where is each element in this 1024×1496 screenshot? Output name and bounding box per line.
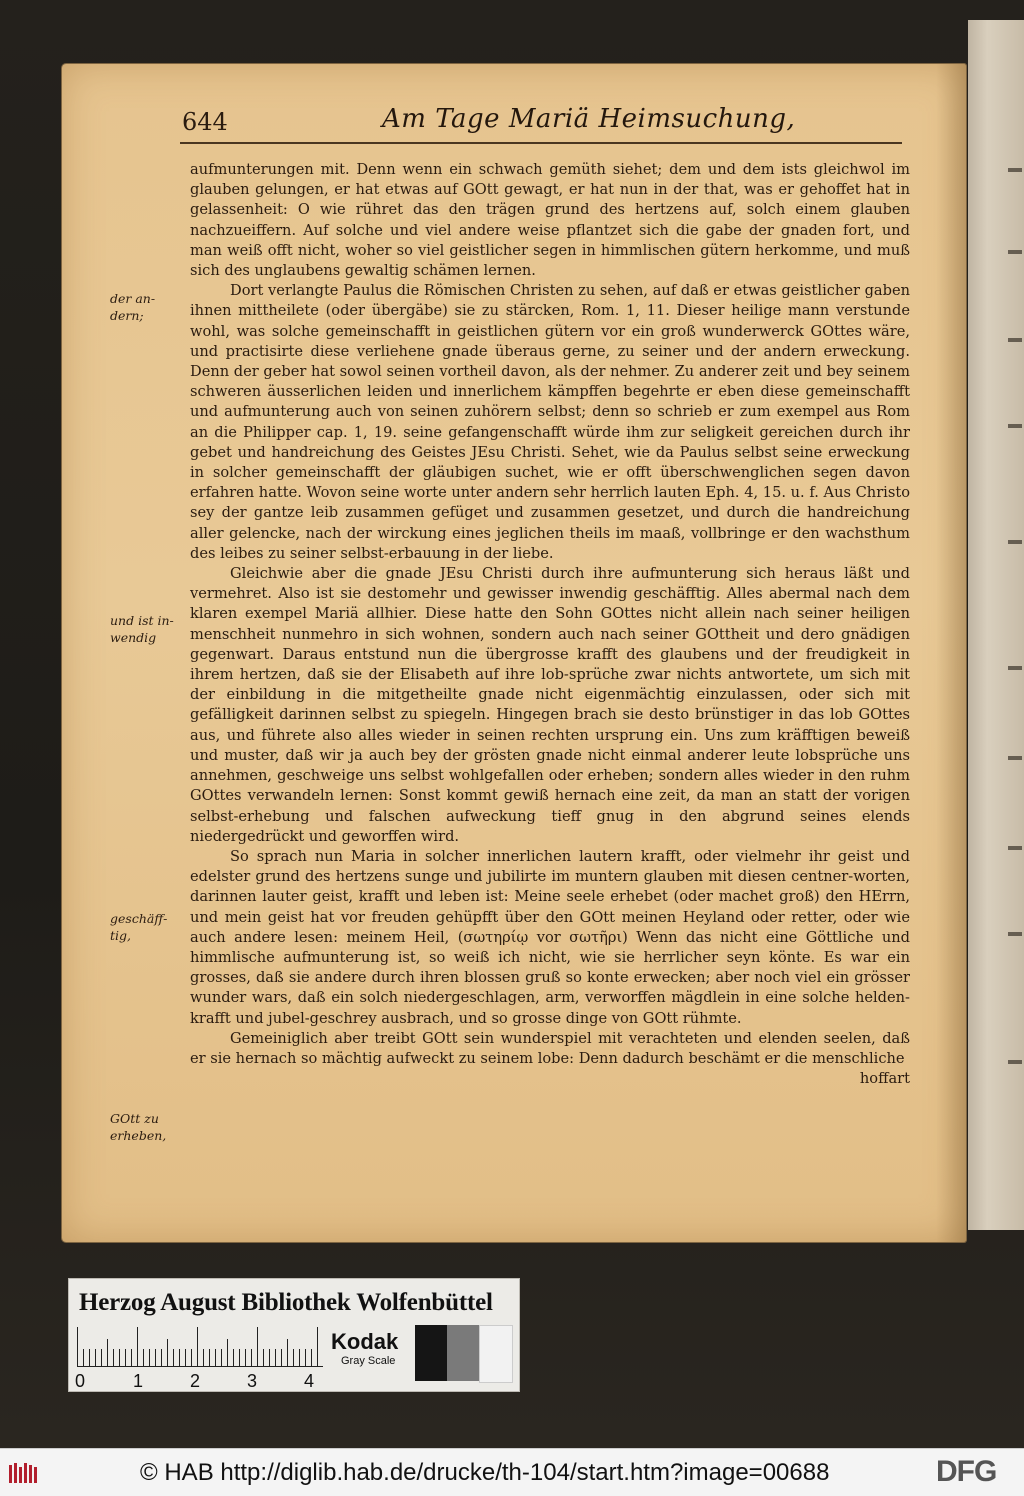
running-head <box>122 100 918 140</box>
ruler-tick <box>179 1349 180 1367</box>
running-head-title: Am Tage Mariä Heimsuchung, <box>382 104 796 134</box>
ruler-tick <box>77 1327 78 1367</box>
edge-mark <box>1008 846 1022 850</box>
gray-patch-mid <box>447 1325 479 1381</box>
marginal-note <box>110 290 182 324</box>
ruler-number: 3 <box>247 1371 258 1391</box>
ruler-tick <box>311 1349 312 1367</box>
edge-mark <box>1008 338 1022 342</box>
paragraph: Gemeiniglich aber treibt GOtt sein wunderspiel mit verachteten und elenden seelen, daß er sie hernach so mächtig aufweckt zu seinem lobe: Denn dadurch beschämt er die menschliche <box>190 1029 910 1067</box>
ruler-tick <box>143 1349 144 1367</box>
ruler-tick <box>227 1339 228 1367</box>
gray-patch-black <box>415 1325 447 1381</box>
ruler-tick <box>95 1349 96 1367</box>
edge-mark <box>1008 540 1022 544</box>
ruler-tick <box>173 1349 174 1367</box>
ruler-number: 2 <box>190 1371 201 1391</box>
footer-bar <box>0 1448 1024 1496</box>
ruler-tick <box>185 1349 186 1367</box>
edge-mark <box>1008 756 1022 760</box>
ruler-tick <box>203 1349 204 1367</box>
marginal-note-text: der an- dern; <box>110 291 156 323</box>
body-text <box>190 160 910 1170</box>
ruler-tick <box>119 1349 120 1367</box>
edge-mark <box>1008 932 1022 936</box>
paragraph: aufmunterungen mit. Denn wenn ein schwach gemüth siehet; dem und dem ists gleichwol im glauben gelungen, er hat etwas auf GOtt gewagt, er hat nun in der that, was er gehoffet hat in gelassenheit: O wie rühret das den trägen grund des hertzens auf, solch einem glauben nachzueiffern. Auf solche und viel andere weise pflantzet sich die gabe der gnaden fort, und man weiß offt nicht, woher so viel geistlicher segen in himmlischen gütern herkomme, und muß sich des unglaubens gewaltig schämen lernen. <box>190 161 910 280</box>
ruler-tick <box>287 1339 288 1367</box>
edge-mark <box>1008 168 1022 172</box>
ruler-tick <box>245 1349 246 1367</box>
ruler-tick <box>125 1349 126 1367</box>
kodak-brand: Kodak <box>331 1329 399 1354</box>
marginal-note-text: und ist in- wendig <box>110 613 174 645</box>
ruler-tick <box>317 1327 318 1367</box>
edge-mark <box>1008 666 1022 670</box>
gray-patch-white <box>479 1325 513 1383</box>
paragraph: Gleichwie aber die gnade JEsu Christi durch ihre aufmunterung sich heraus läßt und vermehret. Also ist sie destomehr und gewisser inwendig geschäfftig. Alles abermal nach dem klaren exempel Mariä allhier. Diese hatte den Sohn GOttes nicht allein nach seiner heiligen menschheit nunmehro in sich wohnen, sondern auch nach seiner GOttheit und dero gnädigen gegenwart. Daraus entstund nun die übergrosse krafft des glaubens und der freudigkeit in ihrem hertzen, daß sie der Elisabeth auf ihre lob-sprüche zwar nichts antwortete, um sich mit der einbildung in die mitgetheilte gnade nicht eigenmächtig einzulassen, oder sich mit gefälligkeit darinnen selbst zu spiegeln. Hingegen brach sie desto brünstiger in das lob GOttes aus, und führete also alles wieder in seinen rechten ursprung ein. Uns zum kräfftigen beweiß und muster, daß wir ja auch bey der grösten gnade nicht einmal anderer leute lobsprüche uns annehmen, geschweige uns selbst wohlgefallen oder erheben; sondern alles wieder in den ruhm GOttes verwandeln lernen: Sonst kommt gewiß hernach eine zeit, da man an statt der vorigen selbst-erhebung und falschen aufweckung tieff gnug in den abgrund seines elends niedergedrückt und geworffen wird. <box>190 565 910 845</box>
edge-mark <box>1008 250 1022 254</box>
ruler-tick <box>107 1339 108 1367</box>
ruler-tick <box>101 1349 102 1367</box>
marginal-note-text: geschäff- tig, <box>110 911 168 943</box>
marginal-note <box>110 1110 182 1144</box>
edge-mark <box>1008 424 1022 428</box>
ruler-tick <box>293 1349 294 1367</box>
header-rule <box>180 142 902 144</box>
ruler-number: 0 <box>75 1371 86 1391</box>
ruler-tick <box>221 1349 222 1367</box>
ruler-tick <box>137 1327 138 1367</box>
color-calibration-card <box>68 1278 520 1392</box>
ruler-tick <box>197 1327 198 1367</box>
ruler-tick <box>89 1349 90 1367</box>
marginal-note-text: GOtt zu erheben, <box>110 1111 167 1143</box>
ruler-tick <box>191 1349 192 1367</box>
dfg-logo: DFG <box>936 1455 997 1488</box>
ruler-tick <box>269 1349 270 1367</box>
catchword: hoffart <box>859 1070 910 1088</box>
ruler-tick <box>251 1349 252 1367</box>
ruler-tick <box>257 1327 258 1367</box>
ruler-tick <box>299 1349 300 1367</box>
next-page-edge <box>968 20 1024 1230</box>
ruler-tick <box>233 1349 234 1367</box>
marginal-note <box>110 612 182 646</box>
ruler-tick <box>281 1349 282 1367</box>
ruler-tick <box>155 1349 156 1367</box>
ruler-tick <box>209 1349 210 1367</box>
ruler-tick <box>275 1349 276 1367</box>
paragraph: Dort verlangte Paulus die Römischen Christen zu sehen, auf daß er etwas geistlicher gaben ihnen mittheilete (oder übergäbe) sie zu stärcken, Rom. 1, 11. Dieser heilige mann verstunde wohl, was solche gemeinschafft in geistlichen gütern vor ein groß wunderwerck GOttes wäre, und practisirte diese verliehene gnade überaus gerne, zu seiner und der andern erweckung. Denn der geber hat sowol seinen vortheil davon, als der nehmer. Zu anderer zeit und bey seinem schweren äusserlichen leiden und innerlichem kämpffen begehrte er eben diese gemeinschafft und aufmunterung auch von seinen zuhörern selbst; denn so schrieb er zum exempel aus Rom an die Philipper cap. 1, 19. seine gefangenschafft würde ihm zur seligkeit gereichen durch ihr gebet und handreichung des Geistes JEsu Christi. Sehet, wie da Paulus selbst seine erweckung in solcher gemeinschafft der gläubigen suchet, wie er offt überschwenglichen segen davon erfahren hatte. Wovon seine worte unter andern sehr herrlich lauten Eph. 4, 15. u. f. Aus Christo sey der gantze leib zusammen gefüget und zusammen gesetzet, und durch die handreichung aller gelencke, nach der wirckung eines jeglichen theils im maaß, vollbringe er den wachsthum des leibes zu seiner selbst-erbauung in der liebe. <box>190 282 910 562</box>
ruler-tick <box>263 1349 264 1367</box>
ruler-number: 4 <box>304 1371 315 1391</box>
ruler-tick <box>83 1349 84 1367</box>
ruler <box>77 1327 323 1367</box>
copyright-link[interactable]: © HAB http://diglib.hab.de/drucke/th-104/start.htm?image=00688 <box>140 1459 830 1486</box>
ruler-tick <box>113 1349 114 1367</box>
library-name: Herzog August Bibliothek Wolfenbüttel <box>79 1289 493 1316</box>
edge-mark <box>1008 1060 1022 1064</box>
hab-logo-icon <box>8 1461 38 1485</box>
ruler-tick <box>239 1349 240 1367</box>
ruler-tick <box>167 1339 168 1367</box>
marginal-note <box>110 910 182 944</box>
ruler-tick <box>149 1349 150 1367</box>
kodak-subtitle: Gray Scale <box>341 1355 396 1367</box>
page-number: 644 <box>182 108 228 136</box>
ruler-tick <box>161 1349 162 1367</box>
ruler-tick <box>131 1349 132 1367</box>
ruler-tick <box>215 1349 216 1367</box>
paragraph: So sprach nun Maria in solcher innerlichen lautern krafft, oder vielmehr ihr geist und edelster grund des hertzens sunge und jubilirte im muntern glauben mit diesen centner-worten, darinnen lauter geist, krafft und leben ist: Meine seele erhebet (oder machet groß) den HErrn, und mein geist hat vor freuden gehüpfft über den GOtt meinen Heyland oder retter, oder wie auch andere lesen: meinem Heil, (σωτηρίῳ vor σωτῆρι) Wenn das nicht eine Göttliche und himmlische aufmunterung ist, so weiß ich nicht, wie sie herrlicher seyn könte. Es war ein grosses, daß sie andere durch ihren blossen gruß so konte erwecken; aber noch viel ein grösser wunder wars, daß ein solch niedergeschlagen, arm, verworffen mägdlein in eine solche helden-krafft und jubel-geschrey ausbrach, und so grosse dinge von GOtt rühmte. <box>190 847 910 1027</box>
ruler-number: 1 <box>133 1371 144 1391</box>
ruler-tick <box>305 1349 306 1367</box>
